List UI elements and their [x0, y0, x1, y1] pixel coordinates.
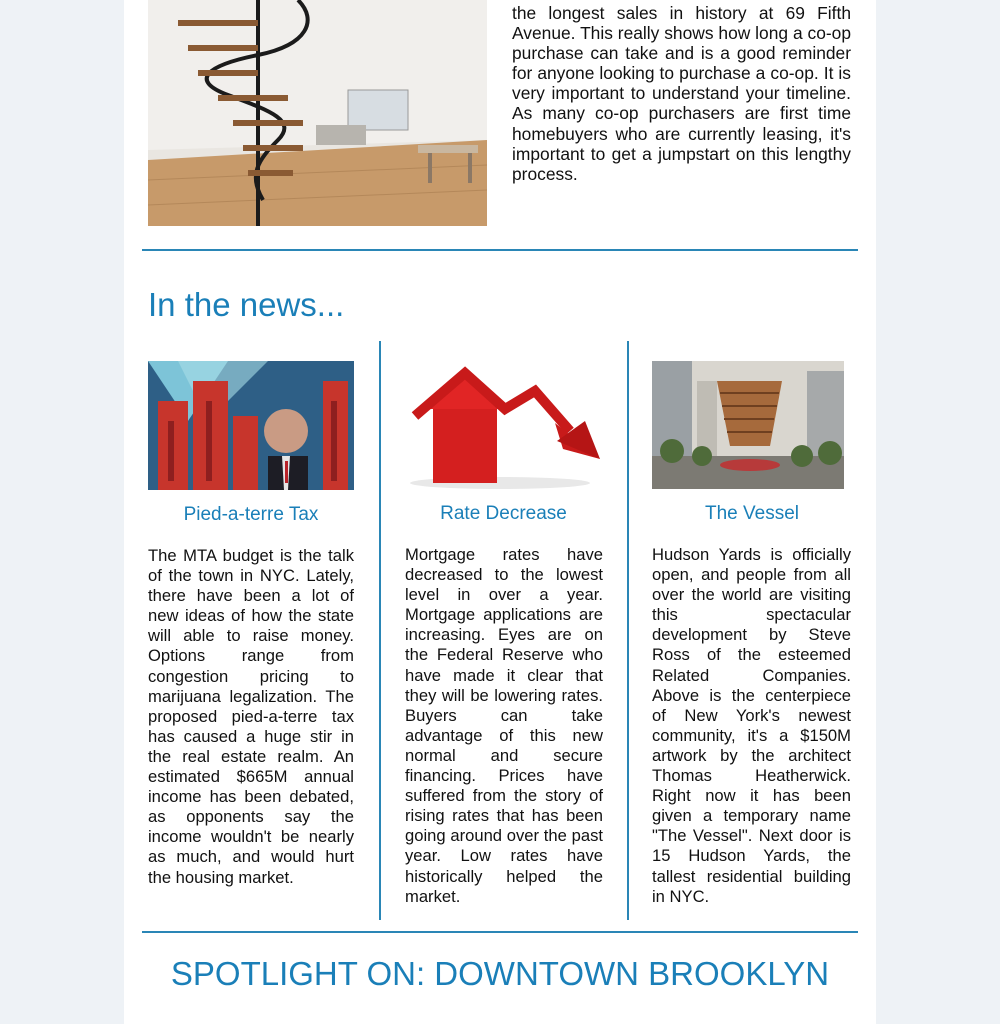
top-article-text: the longest sales in history at 69 Fifth Avenue. This really shows how long a co-op purchase can take and is a good reminder for anyone looking to purchase a co-op. It is very important to understand your timeline. As many co-op purchasers are first time homebuyers who are currently leasing, it's important to get a jumpstart on this lengthy process.: [512, 3, 851, 184]
news-headline: Pied-a-terre Tax: [183, 504, 319, 525]
house-down-arrow-illustration: [385, 361, 622, 489]
news-headline: Rate Decrease: [440, 503, 567, 524]
vessel-photo: [652, 361, 844, 489]
news-body: The MTA budget is the talk of the town in NYC. Lately, there have been a lot of new ideas of how the state will able to raise money. Options range from congestion pricing to marijuana legalization. The proposed pied-a-terre tax has caused a huge stir in the real estate realm. An estimated $665M annual income has been debated, as opponents say the income wouldn't be nearly as much, and would hurt the housing market.: [148, 546, 354, 887]
section-divider: [142, 931, 858, 933]
column-divider: [379, 341, 381, 920]
section-divider: [142, 249, 858, 251]
news-headline: The Vessel: [705, 503, 799, 524]
pied-a-terre-illustration: [148, 361, 354, 490]
news-section-title: In the news...: [148, 286, 345, 323]
column-divider: [627, 341, 629, 920]
news-body: Hudson Yards is officially open, and people from all over the world are visiting this spectacular development by Steve Ross of the esteemed Related Companies. Above is the centerpiece of New York's newest community, it's a $150M artwork by the architect Thomas Heatherwick. Right now it has been given a temporary name "The Vessel". Next door is 15 Hudson Yards, the tallest residential building in NYC.: [652, 545, 851, 906]
news-body: Mortgage rates have decreased to the lowest level in over a year. Mortgage applications are increasing. Eyes are on the Federal Reserve who have made it clear that they will be lowering rates. Buyers can take advantage of this new normal and secure financing. Prices have suffered from the story of rising rates that has been going around over the past year. Low rates have historically helped the market.: [405, 545, 603, 906]
spotlight-title: SPOTLIGHT ON: DOWNTOWN BROOKLYN: [170, 955, 830, 992]
apartment-photo: [148, 0, 487, 226]
